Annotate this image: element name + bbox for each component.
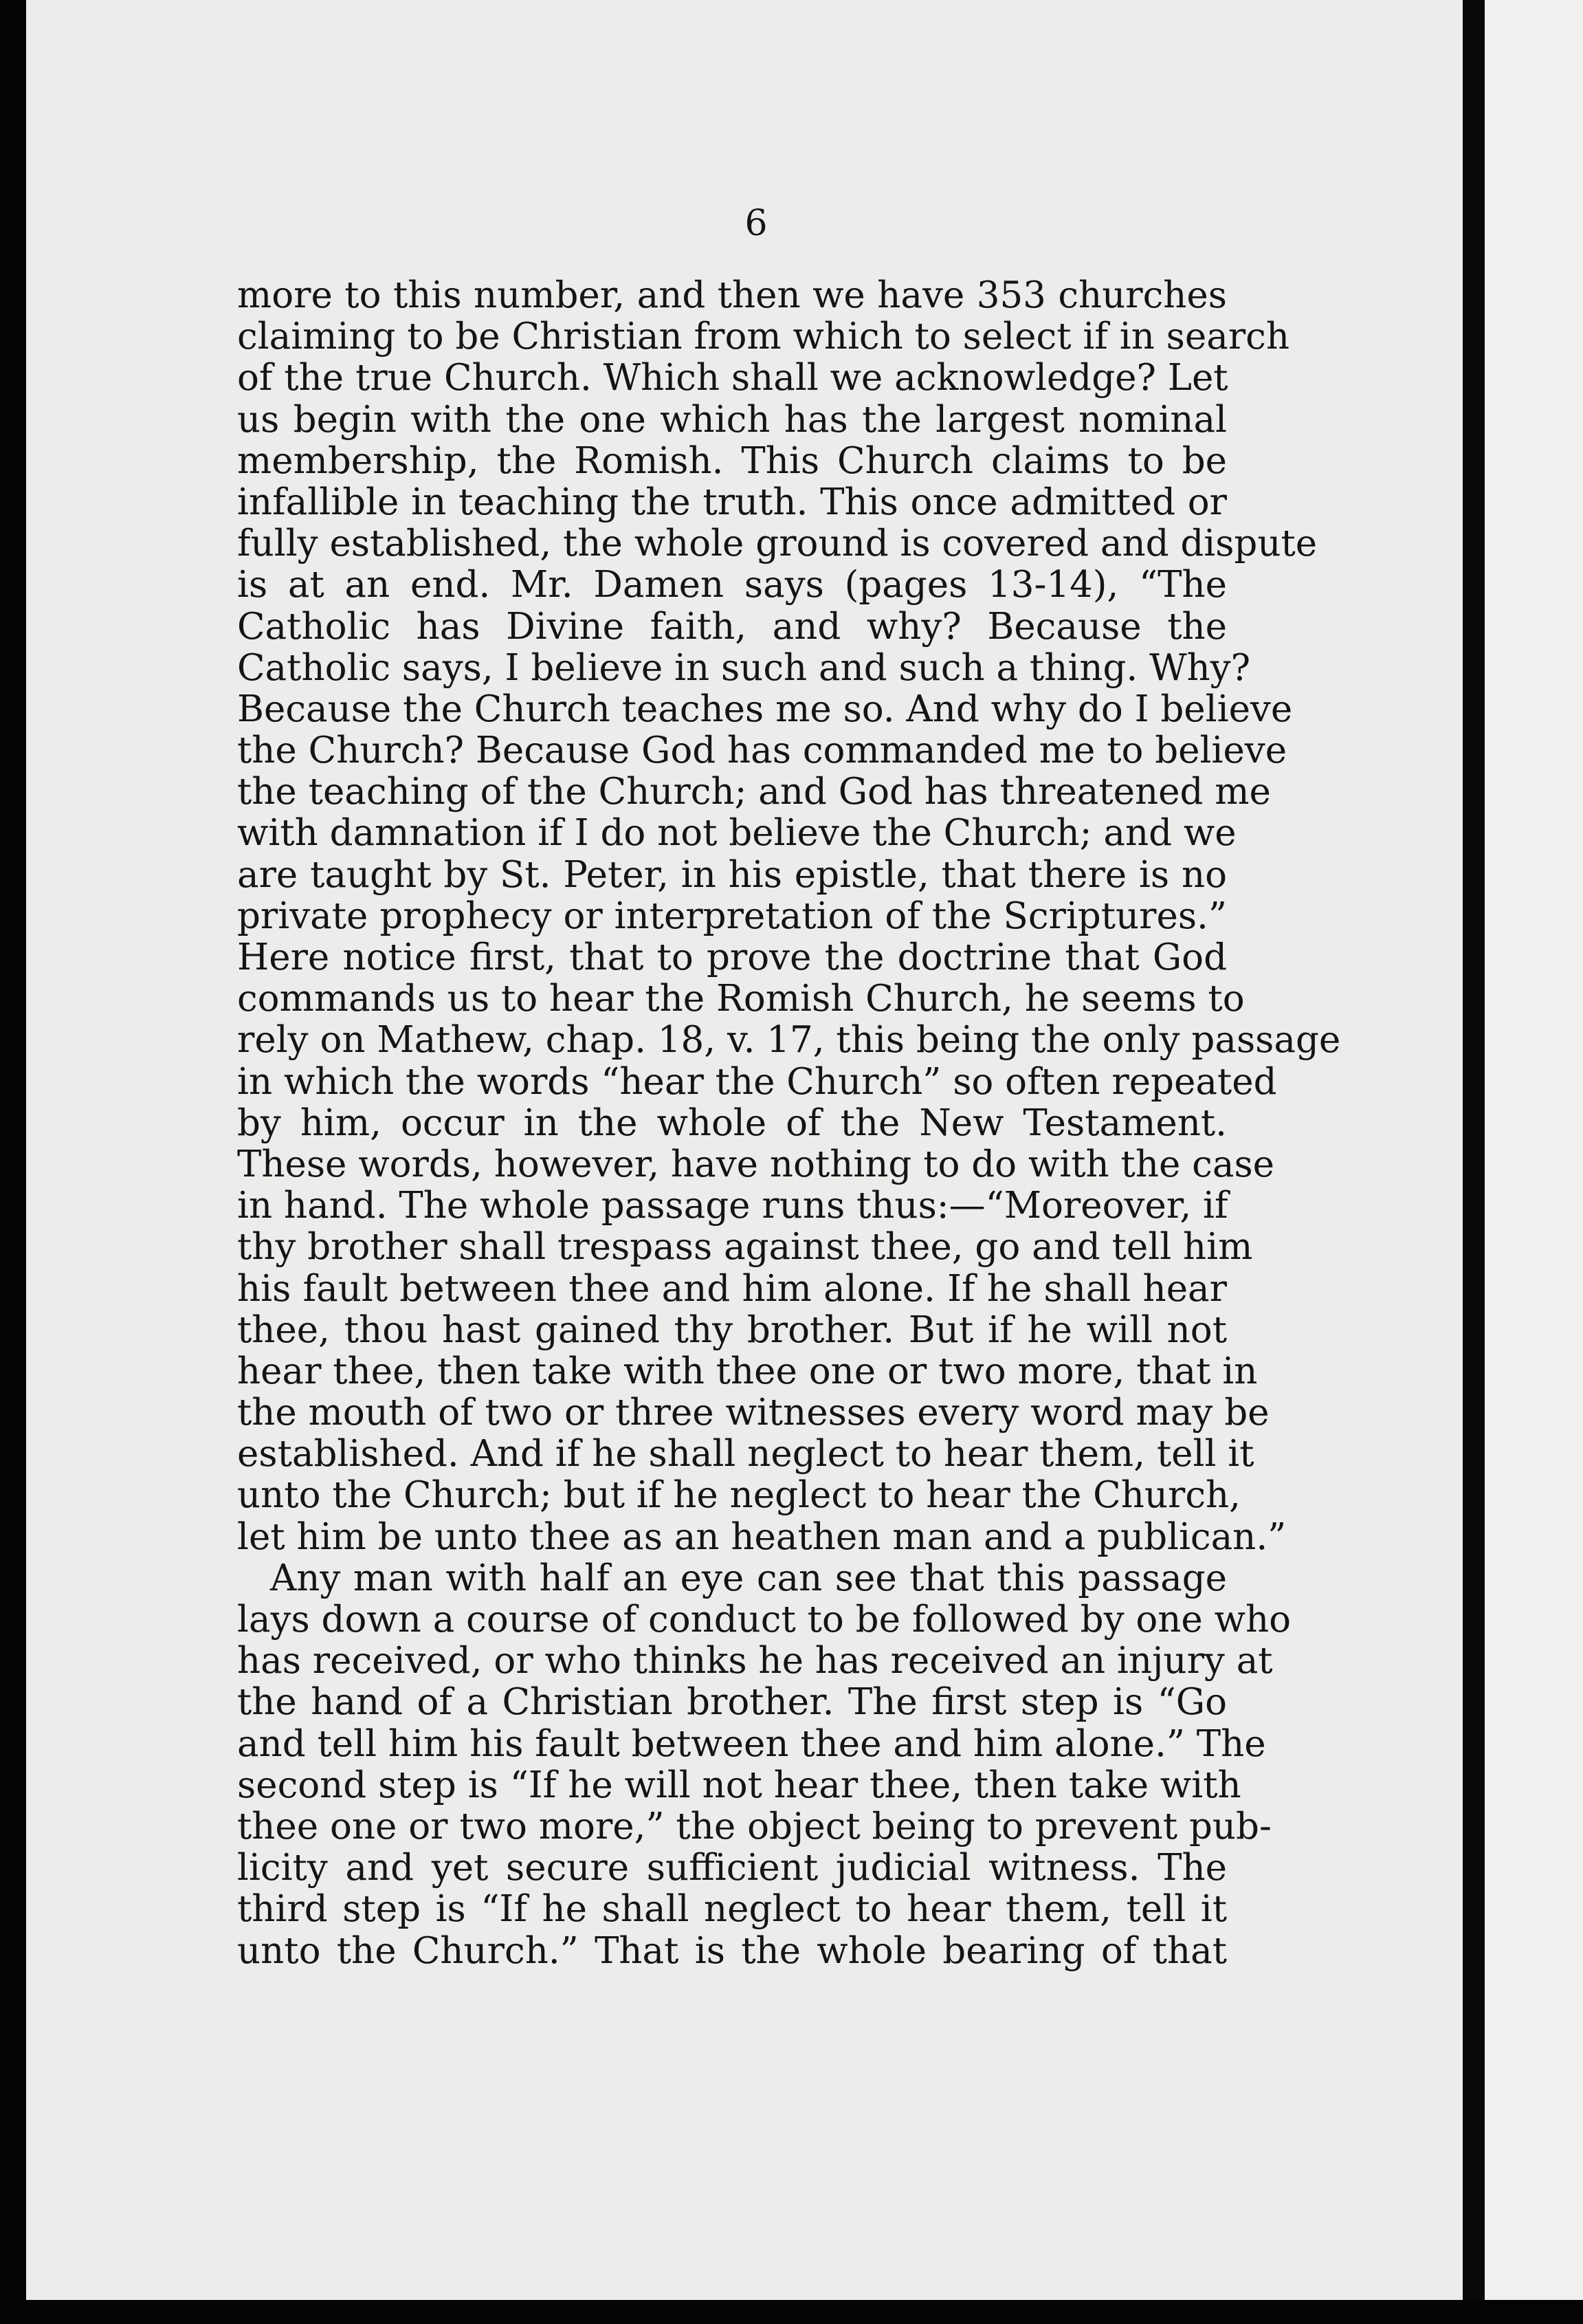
book-gutter [1463, 0, 1485, 2300]
text-line: are taught by St. Peter, in his epistle, that there is no [237, 853, 1227, 896]
text-line: thee one or two more,” the object being to prevent pub- [237, 1805, 1272, 1848]
text-line: in hand. The whole passage runs thus:—“Moreover, if [237, 1185, 1228, 1227]
text-line: claiming to be Christian from which to select if in search [237, 316, 1289, 358]
text-line: with damnation if I do not believe the Church; and we [237, 812, 1237, 855]
text-line: is at an end. Mr. Damen says (pages 13-14), “The [237, 564, 1227, 606]
text-line: more to this number, and then we have 353 churches [237, 274, 1227, 316]
text-line: lays down a course of conduct to be followed by one who [237, 1599, 1292, 1641]
text-line: Because the Church teaches me so. And why do I believe [237, 688, 1293, 730]
text-line: These words, however, have nothing to do with the case [237, 1143, 1275, 1185]
text-line: commands us to hear the Romish Church, he seems to [237, 978, 1245, 1020]
text-line: us begin with the one which has the largest nominal [237, 398, 1227, 441]
text-line: the hand of a Christian brother. The first step is “Go [237, 1681, 1227, 1724]
text-line: thy brother shall trespass against thee, go and tell him [237, 1226, 1253, 1269]
text-line: his fault between thee and him alone. If he shall hear [237, 1267, 1227, 1310]
text-line: fully established, the whole ground is covered and dispute [237, 523, 1318, 565]
text-line: Catholic has Divine faith, and why? Because the [237, 605, 1227, 648]
facing-page-edge [1485, 0, 1583, 2300]
paragraph-1 [237, 274, 1341, 1558]
text-line: licity and yet secure sufficient judicial witness. The [237, 1847, 1227, 1889]
text-line: and tell him his fault between thee and him alone.” The [237, 1722, 1266, 1765]
text-line: rely on Mathew, chap. 18, v. 17, this being the only passage [237, 1019, 1341, 1062]
text-line: the Church? Because God has commanded me to believe [237, 730, 1287, 772]
text-line: Here notice first, that to prove the doctrine that God [237, 936, 1227, 978]
text-line: established. And if he shall neglect to hear them, tell it [237, 1433, 1254, 1476]
text-line: thee, thou hast gained thy brother. But if he will not [237, 1308, 1227, 1351]
text-line: second step is “If he will not hear thee, then take with [237, 1764, 1241, 1806]
text-line: infallible in teaching the truth. This once admitted or [237, 481, 1227, 523]
scan-left-border [0, 0, 26, 2324]
text-line: let him be unto thee as an heathen man and a publican.” [237, 1515, 1287, 1558]
text-line: of the true Church. Which shall we acknowledge? Let [237, 357, 1228, 399]
text-line: the mouth of two or three witnesses every word may be [237, 1392, 1270, 1434]
text-line: membership, the Romish. This Church claims to be [237, 439, 1227, 482]
paragraph-2 [237, 1557, 1292, 1972]
text-line: third step is “If he shall neglect to hear them, tell it [237, 1888, 1227, 1931]
text-line: private prophecy or interpretation of the Scriptures.” [237, 895, 1227, 937]
text-line: by him, occur in the whole of the New Testament. [237, 1101, 1227, 1144]
scan-bottom-border [0, 2300, 1583, 2324]
text-line: unto the Church.” That is the whole bearing of that [237, 1929, 1227, 1972]
text-line: the teaching of the Church; and God has threatened me [237, 771, 1271, 813]
text-line: in which the words “hear the Church” so often repeated [237, 1060, 1277, 1103]
text-line: hear thee, then take with thee one or two more, that in [237, 1350, 1258, 1392]
text-line: has received, or who thinks he has received an injury at [237, 1640, 1273, 1682]
text-line: Any man with half an eye can see that this passage [270, 1557, 1227, 1599]
text-line: unto the Church; but if he neglect to hear the Church, [237, 1474, 1241, 1517]
page-number: 6 [744, 203, 768, 244]
body-text [237, 274, 1341, 1972]
text-line: Catholic says, I believe in such and such a thing. Why? [237, 646, 1251, 689]
